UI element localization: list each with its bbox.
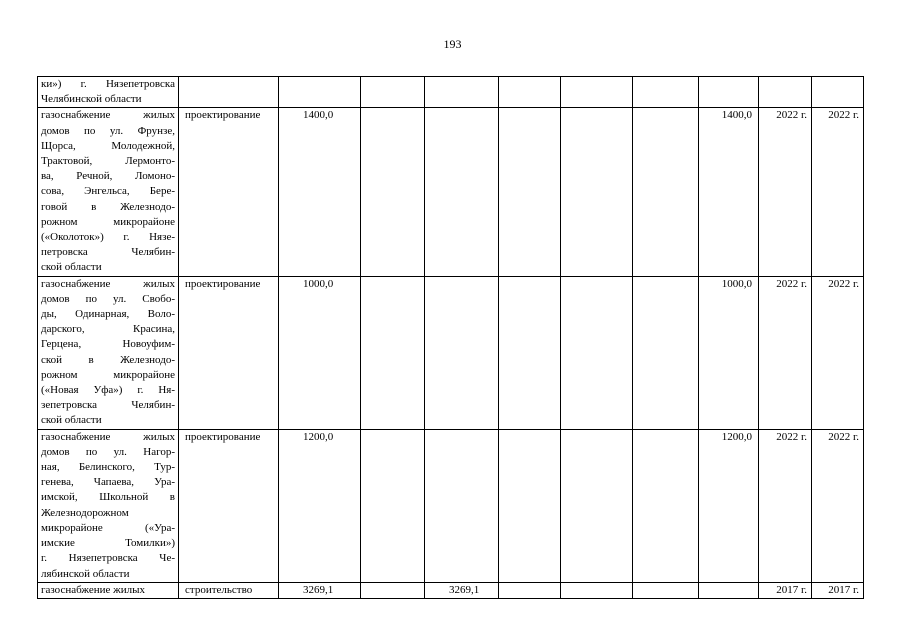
description-line: рожном микрорайоне [41,215,175,228]
description-cell [38,429,179,582]
description-line: («Околоток») г. Нязе- [41,231,175,244]
description-line: ской области [41,261,102,274]
col6-cell [499,429,561,582]
table-row [38,77,864,108]
start-year-cell: 2022 г. [759,108,812,276]
col9-cell: 1400,0 [699,108,759,276]
col8-cell [633,429,699,582]
description-line: Герцена, Новоуфим- [41,338,175,351]
end-year-cell [812,77,864,108]
description-cell [38,108,179,276]
description-line: имской, Школьной в [41,491,175,504]
description-line: ва, Речной, Ломоно- [41,170,175,183]
start-year-cell: 2022 г. [759,276,812,429]
description-line: ской в Железнодо- [41,353,175,366]
end-year-cell: 2022 г. [812,276,864,429]
description-line: Щорса, Молодежной, [41,139,175,152]
description-line: газоснабжение жилых [41,109,175,122]
description-line: ды, Одинарная, Воло- [41,308,175,321]
description-line: Челябинской области [41,93,142,106]
description-line: Трактовой, Лермонто- [41,155,175,168]
work-type-cell [179,77,279,108]
total-cost-cell [279,77,361,108]
work-type-cell: проектирование [179,429,279,582]
start-year-cell: 2017 г. [759,582,812,598]
table-row [38,582,864,598]
description-line: лябинской области [41,567,130,580]
col6-cell [499,77,561,108]
description-line: дарского, Красина, [41,323,175,336]
table-row [38,429,864,582]
description-line: ки») г. Нязепетровска [41,78,175,90]
data-table [37,76,864,599]
end-year-cell: 2022 г. [812,108,864,276]
total-cost-cell: 1200,0 [279,429,361,582]
col4-cell [361,582,425,598]
start-year-cell: 2022 г. [759,429,812,582]
description-line: ской области [41,414,102,427]
description-cell [38,77,179,108]
col7-cell [561,582,633,598]
description-line: петровска Челябин- [41,246,175,259]
total-cost-cell: 1000,0 [279,276,361,429]
work-type-cell: строительство [179,582,279,598]
description-line: газоснабжение жилых [41,583,146,596]
work-type-cell: проектирование [179,276,279,429]
description-line: имские Томилки») [41,537,175,550]
description-line: газоснабжение жилых [41,277,175,290]
col5-cell [425,276,499,429]
description-line: говой в Железнодо- [41,200,175,213]
description-line: домов по ул. Фрунзе, [41,124,175,137]
description-line: («Новая Уфа») г. Ня- [41,384,175,397]
page-number: 193 [443,37,462,51]
end-year-cell: 2022 г. [812,429,864,582]
col9-cell: 1200,0 [699,429,759,582]
description-line: г. Нязепетровска Че- [41,552,175,565]
description-line: рожном микрорайоне [41,368,175,381]
col8-cell [633,276,699,429]
col7-cell [561,276,633,429]
description-line: сова, Энгельса, Бере- [41,185,175,198]
col7-cell [561,77,633,108]
col9-cell: 1000,0 [699,276,759,429]
description-line: ная, Белинского, Тур- [41,461,175,474]
description-line: домов по ул. Нагор- [41,445,175,458]
col7-cell [561,108,633,276]
description-line: домов по ул. Свобо- [41,292,175,305]
col5-cell: 3269,1 [425,582,499,598]
total-cost-cell: 3269,1 [279,582,361,598]
table-row [38,276,864,429]
total-cost-cell: 1400,0 [279,108,361,276]
col8-cell [633,108,699,276]
description-cell [38,582,179,598]
end-year-cell: 2017 г. [812,582,864,598]
col6-cell [499,108,561,276]
col4-cell [361,77,425,108]
col4-cell [361,108,425,276]
description-cell [38,276,179,429]
col4-cell [361,276,425,429]
description-line: зепетровска Челябин- [41,399,175,412]
col8-cell [633,77,699,108]
description-line: газоснабжение жилых [41,430,175,443]
col6-cell [499,582,561,598]
col5-cell [425,108,499,276]
work-type-cell: проектирование [179,108,279,276]
col8-cell [633,582,699,598]
col7-cell [561,429,633,582]
start-year-cell [759,77,812,108]
col5-cell [425,77,499,108]
col9-cell [699,77,759,108]
table-body [38,77,864,599]
col5-cell [425,429,499,582]
col9-cell [699,582,759,598]
description-line: генева, Чапаева, Ура- [41,476,175,489]
description-line: микрорайоне («Ура- [41,521,175,534]
description-line: Железнодорожном [41,506,129,519]
col6-cell [499,276,561,429]
col4-cell [361,429,425,582]
table-row [38,108,864,276]
